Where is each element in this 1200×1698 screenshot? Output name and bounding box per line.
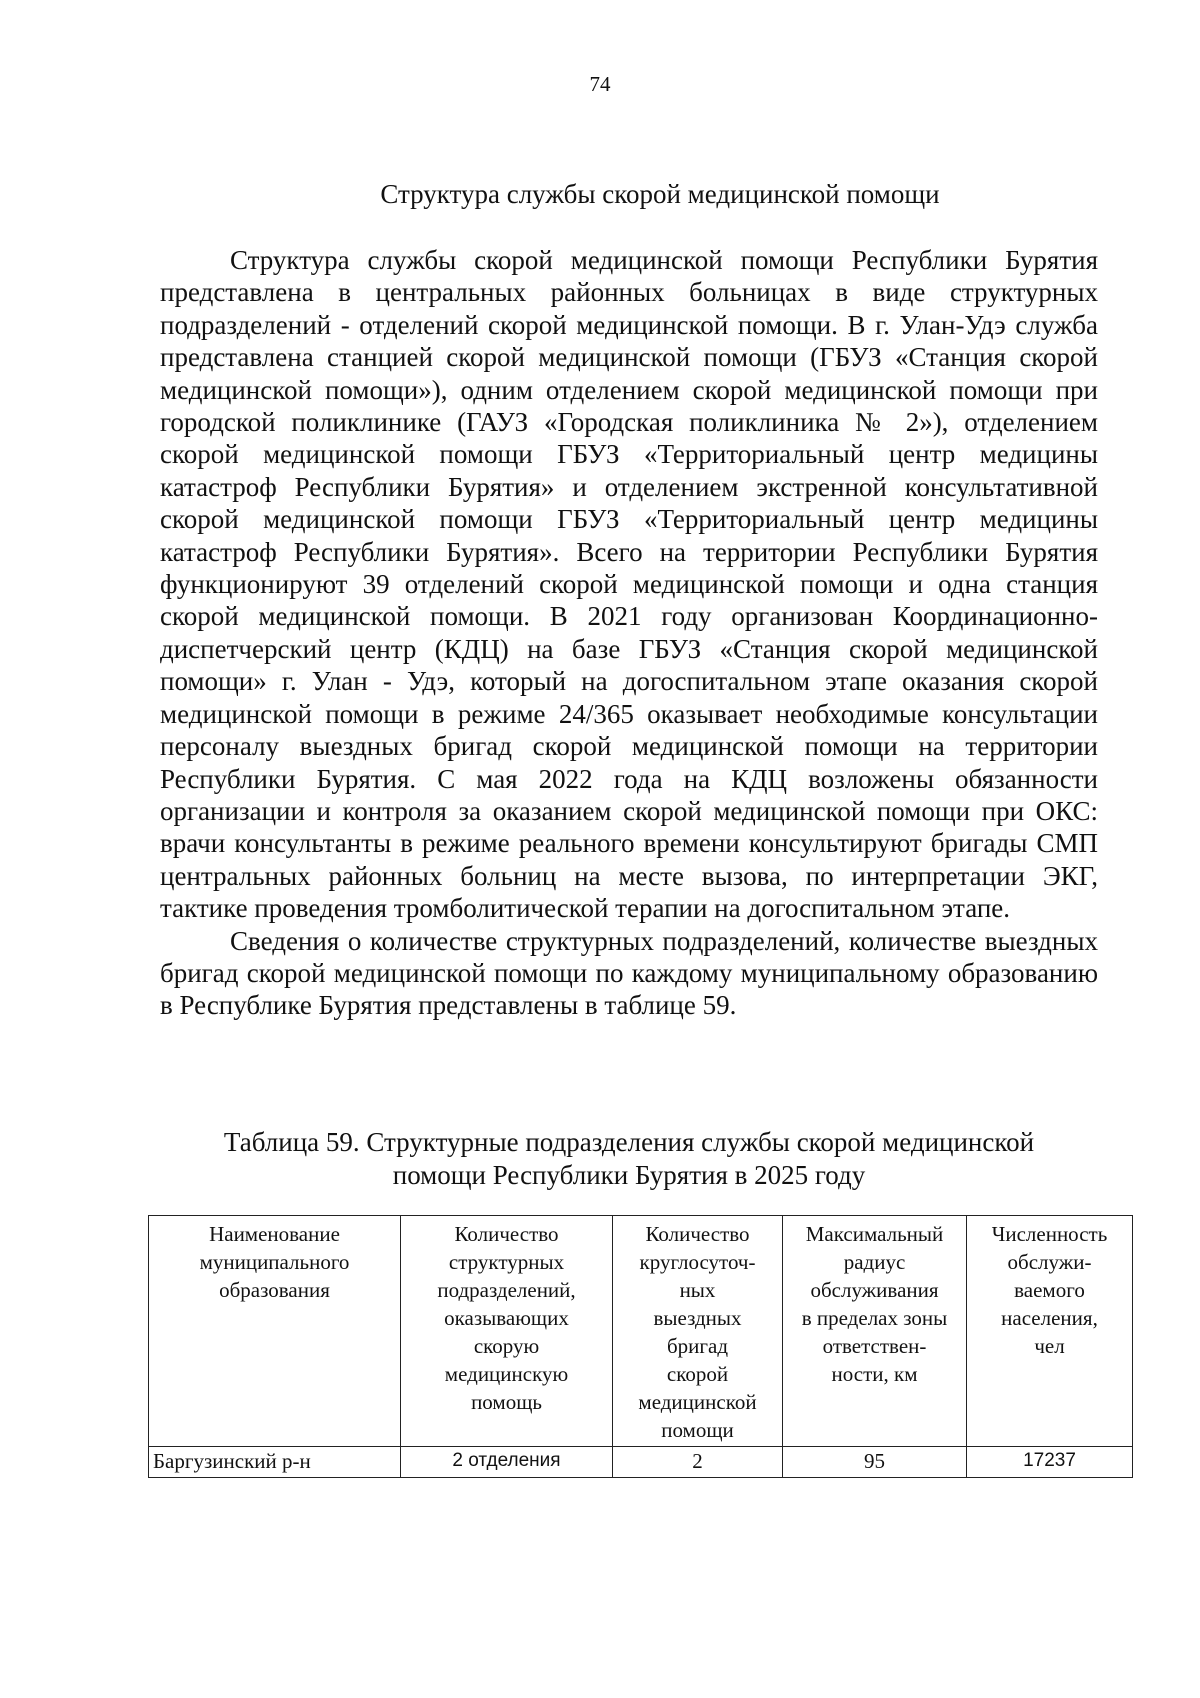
- table-caption: [150, 1126, 1108, 1192]
- header-population: Численность обслужи- ваемого населения, чел: [967, 1216, 1133, 1447]
- page-number: 74: [589, 72, 611, 96]
- section-title: Структура службы скорой медицинской помощи: [380, 179, 940, 209]
- paragraph-1: Структура службы скорой медицинской помощи Республики Бурятия представлена в центральных районных больницах в виде структурных подразделений - отделений скорой медицинской помощи. В г. Улан-Удэ служба представлена станцией скорой медицинской помощи (ГБУЗ «Станция скорой медицинской помощи»), одним отделением скорой медицинской помощи при городской поликлинике (ГАУЗ «Городская поликлиника № 2»), отделением скорой медицинской помощи ГБУЗ «Территориальный центр медицины катастроф Республики Бурятия» и отделением экстренной консультативной скорой медицинской помощи ГБУЗ «Территориальный центр медицины катастроф Республики Бурятия». Всего на территории Республики Бурятия функционируют 39 отделений скорой медицинской помощи и одна станция скорой медицинской помощи. В 2021 году организован Координационно-диспетчерский центр (КДЦ) на базе ГБУЗ «Станция скорой медицинской помощи» г. Улан - Удэ, который на догоспитальном этапе оказания скорой медицинской помощи в режиме 24/365 оказывает необходимые консультации персоналу выездных бригад скорой медицинской помощи на территории Республики Бурятия. С мая 2022 года на КДЦ возложены обязанности организации и контроля за оказанием скорой медицинской помощи при ОКС: врачи консультанты в режиме реального времени консультируют бригады СМП центральных районных больниц на месте вызова, по интерпретации ЭКГ, тактике проведения тромболитической терапии на догоспитальном этапе.: [160, 245, 1098, 924]
- cell-max-radius: 95: [783, 1447, 967, 1478]
- cell-brigades-count: 2: [613, 1447, 783, 1478]
- cell-units-count: 2 отделения: [401, 1447, 613, 1478]
- header-units-count: Количество структурных подразделений, оказывающих скорую медицинскую помощь: [401, 1216, 613, 1447]
- ambulance-units-table: [148, 1215, 1133, 1478]
- table-caption-line: Таблица 59. Структурные подразделения службы скорой медицинской: [223, 1127, 1035, 1157]
- cell-municipality: Баргузинский р-н: [149, 1447, 401, 1478]
- header-brigades-count: Количество круглосуточ- ных выездных бригад скорой медицинской помощи: [613, 1216, 783, 1447]
- table-row: [149, 1447, 1133, 1478]
- table-header-row: [149, 1216, 1133, 1447]
- body-text: [160, 244, 1098, 1022]
- cell-population: 17237: [967, 1447, 1133, 1478]
- header-municipality: Наименование муниципального образования: [149, 1216, 401, 1447]
- paragraph-2: Сведения о количестве структурных подразделений, количестве выездных бригад скорой медицинской помощи по каждому муниципальному образованию в Республике Бурятия представлены в таблице 59.: [160, 925, 1098, 1021]
- header-max-radius: Максимальный радиус обслуживания в пределах зоны ответствен- ности, км: [783, 1216, 967, 1447]
- table-caption-line: помощи Республики Бурятия в 2025 году: [392, 1160, 866, 1190]
